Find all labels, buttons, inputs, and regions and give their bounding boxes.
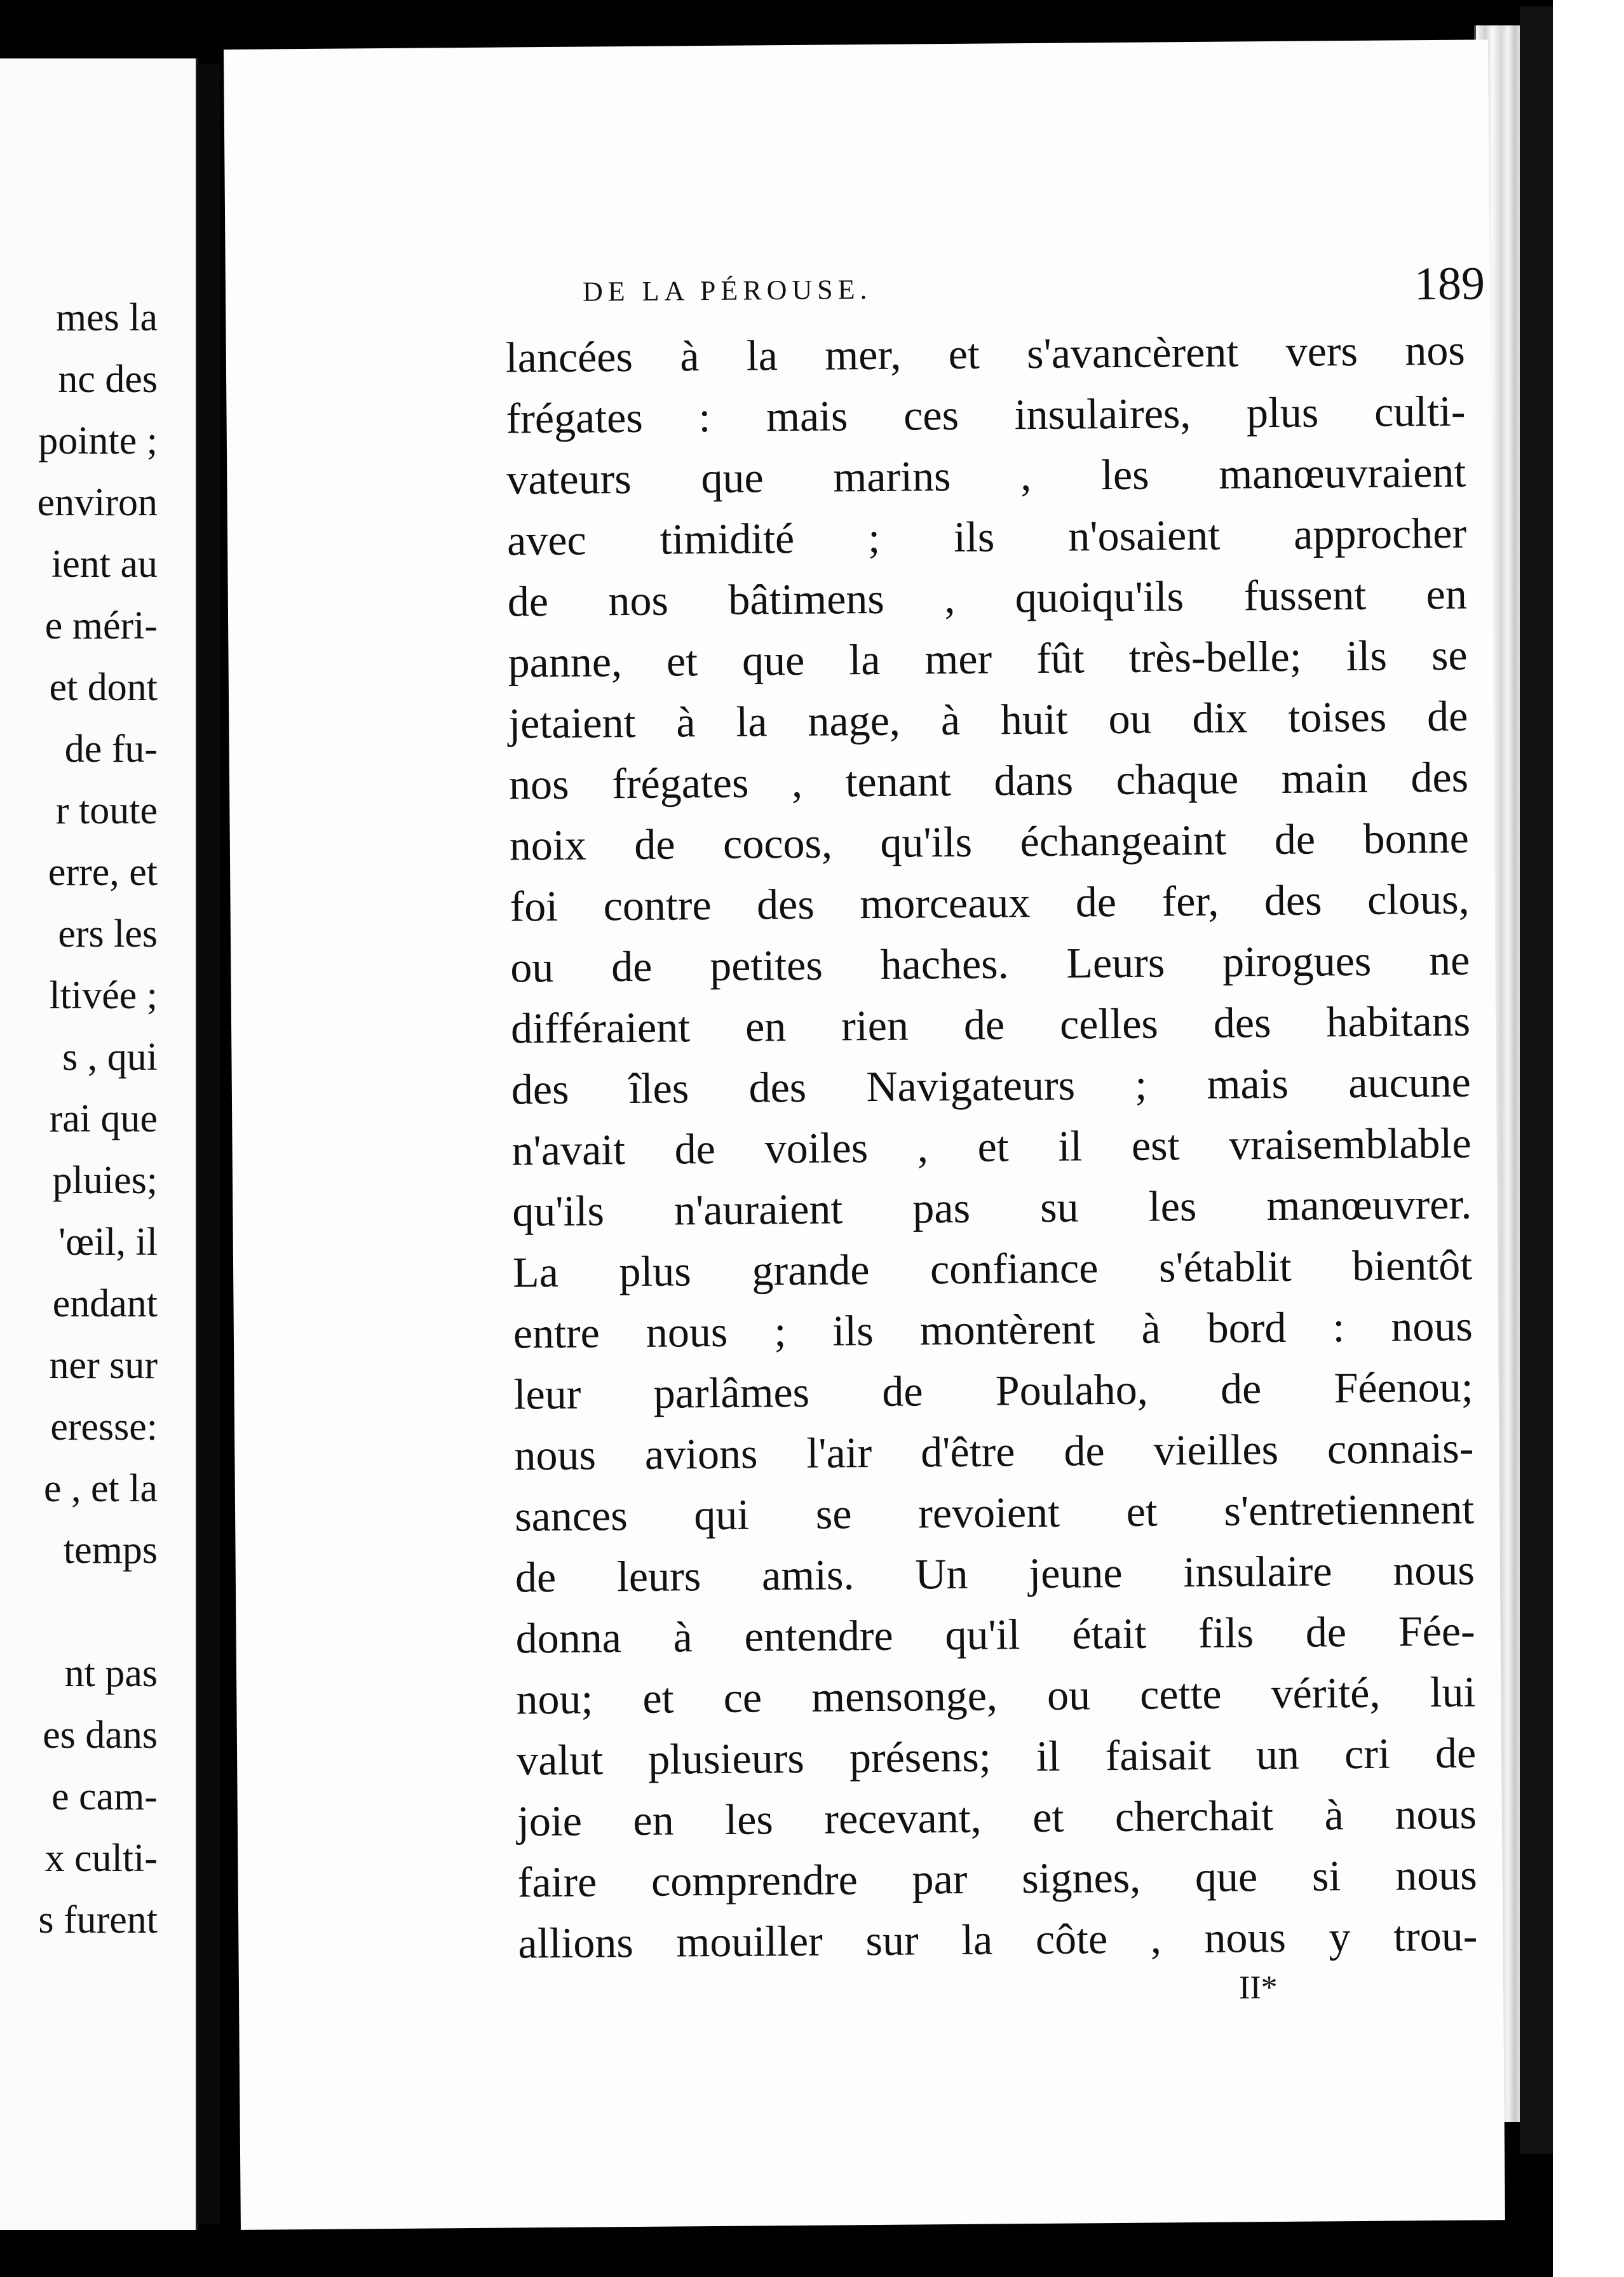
left-text-line: ltivée ; — [49, 974, 158, 1017]
text-line: noix de cocos, qu'ils échangeaint de bonne — [509, 813, 1470, 870]
text-line: frégates : mais ces insulaires, plus culti- — [506, 386, 1466, 443]
text-line: La plus grande confiance s'établit bientôt — [512, 1240, 1473, 1297]
text-line: jetaient à la nage, à huit ou dix toises de — [508, 691, 1468, 748]
page-number: 189 — [1414, 257, 1485, 311]
left-text-line: rai que — [49, 1097, 158, 1140]
text-line: sances qui se revoient et s'entretiennent — [514, 1484, 1475, 1541]
text-line: différaient en rien de celles des habitans — [510, 996, 1471, 1053]
left-text-line: environ — [37, 481, 158, 524]
left-text-line: pluies; — [52, 1159, 158, 1202]
book-gutter — [197, 64, 220, 2224]
left-text-line: de fu- — [64, 727, 158, 771]
left-text-line: e cam- — [51, 1775, 158, 1818]
left-text-line: ner sur — [49, 1344, 158, 1387]
text-line: faire comprendre par signes, que si nous — [517, 1850, 1477, 1907]
text-line: n'avait de voiles , et il est vraisemblable — [511, 1118, 1472, 1175]
text-line: nous avions l'air d'être de vieilles connais- — [514, 1423, 1474, 1480]
left-text-line: mes la — [55, 296, 158, 339]
left-text-line: ers les — [58, 912, 158, 956]
left-text-line: x culti- — [44, 1837, 158, 1880]
text-line: nos frégates , tenant dans chaque main des — [508, 752, 1469, 809]
text-line: allions mouiller sur la côte , nous y trou- — [518, 1911, 1478, 1968]
right-page — [224, 39, 1505, 2230]
text-line: des îles des Navigateurs ; mais aucune — [511, 1057, 1472, 1114]
text-line: qu'ils n'auraient pas su les manœuvrer. — [512, 1179, 1472, 1236]
text-line: avec timidité ; ils n'osaient approcher — [506, 508, 1467, 565]
text-line: ou de petites haches. Leurs pirogues ne — [510, 935, 1470, 992]
left-text-line: ient au — [51, 543, 158, 586]
left-text-line: es dans — [43, 1713, 158, 1757]
running-title: DE LA PÉROUSE. — [582, 273, 872, 307]
text-line: donna à entendre qu'il était fils de Fée- — [515, 1606, 1475, 1663]
signature-mark: II* — [1238, 1970, 1278, 2006]
left-page — [0, 58, 198, 2230]
text-line: joie en les recevant, et cherchait à nous — [517, 1789, 1477, 1846]
left-text-line: eresse: — [50, 1405, 158, 1449]
text-line: entre nous ; ils montèrent à bord : nous — [513, 1301, 1473, 1358]
left-text-line: r toute — [55, 789, 158, 832]
left-text-line: et dont — [49, 666, 158, 709]
left-text-line: erre, et — [48, 851, 158, 894]
left-text-line: s , qui — [62, 1036, 158, 1079]
left-text-line: temps — [63, 1529, 158, 1572]
text-line: lancées à la mer, et s'avancèrent vers nos — [505, 325, 1466, 382]
left-text-line: endant — [52, 1282, 158, 1325]
left-text-line: nt pas — [64, 1652, 158, 1695]
scan-margin — [1553, 0, 1624, 2277]
left-text-line: 'œil, il — [58, 1220, 158, 1264]
text-line: vateurs que marins , les manœuvraient — [506, 447, 1466, 504]
left-text-line: e méri- — [44, 604, 158, 647]
text-line: nou; et ce mensonge, ou cette vérité, lui — [516, 1667, 1476, 1724]
text-line: foi contre des morceaux de fer, des clous, — [510, 874, 1470, 931]
body-text — [505, 320, 1477, 1974]
text-line: leur parlâmes de Poulaho, de Féenou; — [513, 1362, 1473, 1419]
left-text-line — [0, 1581, 158, 1643]
text-line: de nos bâtimens , quoiqu'ils fussent en — [507, 569, 1468, 626]
left-text-line: s furent — [38, 1898, 158, 1942]
text-line: de leurs amis. Un jeune insulaire nous — [515, 1545, 1475, 1602]
left-text-line: nc des — [58, 358, 158, 401]
left-text-line: e , et la — [43, 1467, 158, 1510]
left-page-text — [0, 287, 158, 1951]
page-header — [583, 259, 1485, 330]
text-line: valut plusieurs présens; il faisait un cri de — [516, 1728, 1477, 1785]
book-cover-edge — [1520, 6, 1553, 2154]
left-text-line: pointe ; — [38, 419, 158, 463]
text-line: panne, et que la mer fût très-belle; ils se — [508, 630, 1468, 687]
